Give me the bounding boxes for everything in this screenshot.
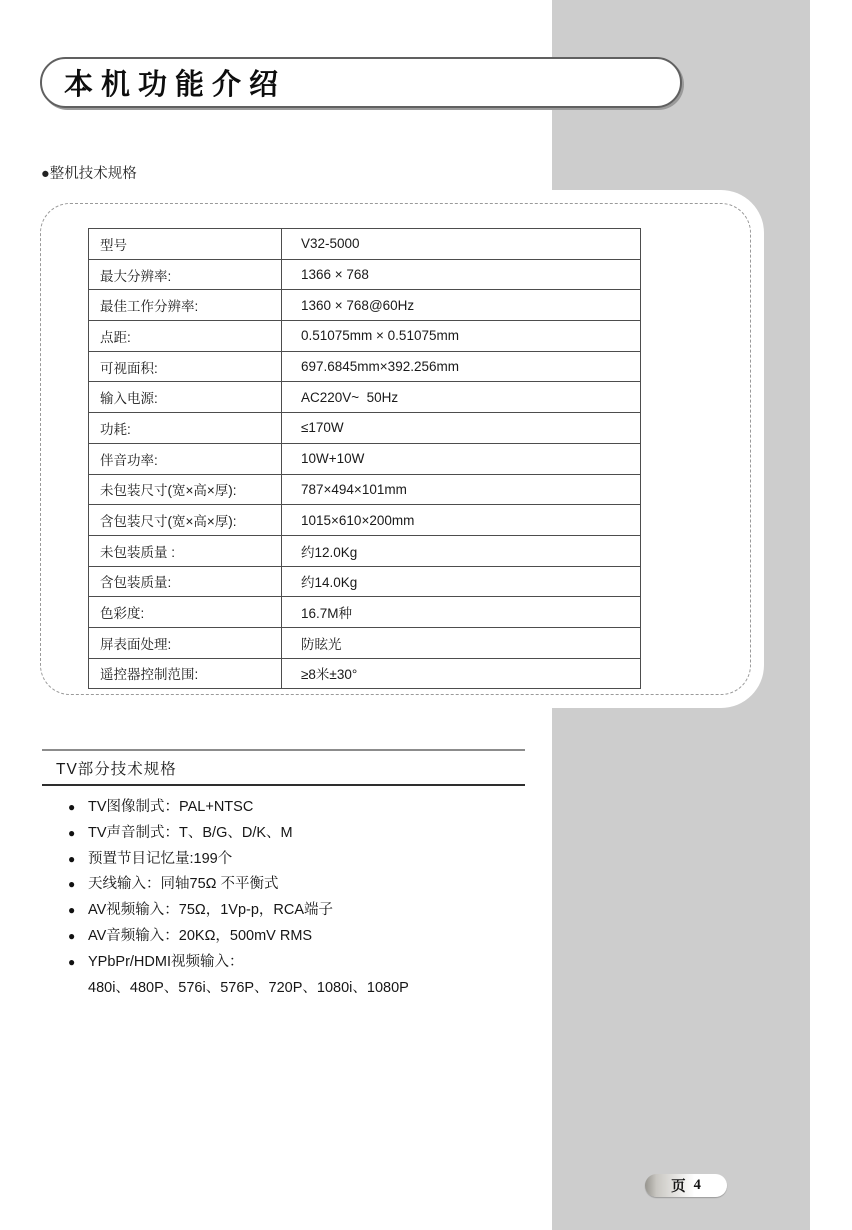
tv-section-heading-block: [42, 749, 525, 786]
table-row: [89, 505, 641, 536]
spec-label: 伴音功率:: [89, 443, 282, 474]
list-item-text: TV图像制式：PAL+NTSC: [88, 799, 254, 815]
table-row: [89, 290, 641, 321]
spec-label: 屏表面处理:: [89, 627, 282, 658]
spec-value: 1360 × 768@60Hz: [282, 290, 641, 321]
table-row: [89, 597, 641, 628]
spec-label: 可视面积:: [89, 351, 282, 382]
table-row: [89, 259, 641, 290]
list-item: [68, 924, 538, 950]
table-row: [89, 351, 641, 382]
spec-value: ≤170W: [282, 413, 641, 444]
bullet-icon: ●: [68, 800, 76, 814]
bullet-icon: ●: [68, 825, 76, 840]
list-item-text: 天线输入：同轴75Ω 不平衡式: [88, 876, 279, 893]
spec-value: V32-5000: [282, 229, 641, 260]
page-title: 本机功能介绍: [64, 69, 287, 101]
table-row: [89, 474, 641, 505]
list-item-text: AV视频输入：75Ω，1Vp-p，RCA端子: [88, 902, 334, 919]
page-title-box: [40, 57, 682, 108]
spec-value: 1015×610×200mm: [282, 505, 641, 536]
table-row: [89, 535, 641, 566]
spec-table: [88, 228, 641, 689]
bullet-icon: ●: [68, 903, 76, 918]
list-item: [68, 950, 538, 976]
table-row: [89, 321, 641, 352]
list-item: [68, 847, 538, 873]
spec-label: 未包装质量 :: [89, 535, 282, 566]
spec-label: 遥控器控制范围:: [89, 658, 282, 689]
bullet-icon: ●: [68, 851, 76, 866]
spec-label: 未包装尺寸(宽×高×厚):: [89, 474, 282, 505]
list-item-text: 480i、480P、576i、576P、720P、1080i、1080P: [88, 979, 409, 996]
tv-spec-list: [68, 795, 538, 1001]
table-row: [89, 658, 641, 689]
list-item: [68, 898, 538, 924]
spec-value: 约12.0Kg: [282, 535, 641, 566]
spec-value: 697.6845mm×392.256mm: [282, 351, 641, 382]
page-label: 页: [671, 1179, 686, 1195]
list-item-text: YPbPr/HDMI视频输入：: [88, 953, 244, 970]
spec-value: 10W+10W: [282, 443, 641, 474]
list-item: [68, 795, 538, 821]
table-row: [89, 229, 641, 260]
list-item-text: 预置节目记忆量:199个: [88, 850, 233, 867]
spec-label: 含包装尺寸(宽×高×厚):: [89, 505, 282, 536]
spec-label: 最佳工作分辨率:: [89, 290, 282, 321]
bullet-icon: ●: [68, 954, 76, 969]
list-item: [68, 821, 538, 847]
spec-label: 点距:: [89, 321, 282, 352]
spec-value: ≥8米±30°: [282, 658, 641, 689]
spec-value: AC220V~ 50Hz: [282, 382, 641, 413]
table-row: [89, 413, 641, 444]
bullet-icon: ●: [68, 928, 76, 943]
tv-section-heading: TV部分技术规格: [56, 761, 177, 778]
spec-label: 最大分辨率:: [89, 259, 282, 290]
list-item-text: AV音频输入：20KΩ，500mV RMS: [88, 927, 313, 944]
spec-label: 输入电源:: [89, 382, 282, 413]
list-item-text: TV声音制式：T、B/G、D/K、M: [88, 824, 293, 841]
page-number: 4: [693, 1177, 701, 1193]
table-row: [89, 443, 641, 474]
spec-label: 含包装质量:: [89, 566, 282, 597]
table-row: [89, 627, 641, 658]
spec-value: 1366 × 768: [282, 259, 641, 290]
bullet-icon: ●: [68, 877, 76, 892]
spec-value: 787×494×101mm: [282, 474, 641, 505]
table-row: [89, 382, 641, 413]
page-number-pill: [645, 1174, 727, 1197]
overview-section-label: ●整机技术规格: [41, 166, 137, 182]
spec-value: 防眩光: [282, 627, 641, 658]
spec-value: 约14.0Kg: [282, 566, 641, 597]
spec-label: 功耗:: [89, 413, 282, 444]
spec-label: 色彩度:: [89, 597, 282, 628]
table-row: [89, 566, 641, 597]
spec-value: 0.51075mm × 0.51075mm: [282, 321, 641, 352]
list-item-continuation: [68, 976, 538, 1002]
spec-label: 型号: [89, 229, 282, 260]
spec-value: 16.7M种: [282, 597, 641, 628]
list-item: [68, 872, 538, 898]
heading-bottom-rule: [42, 784, 525, 786]
